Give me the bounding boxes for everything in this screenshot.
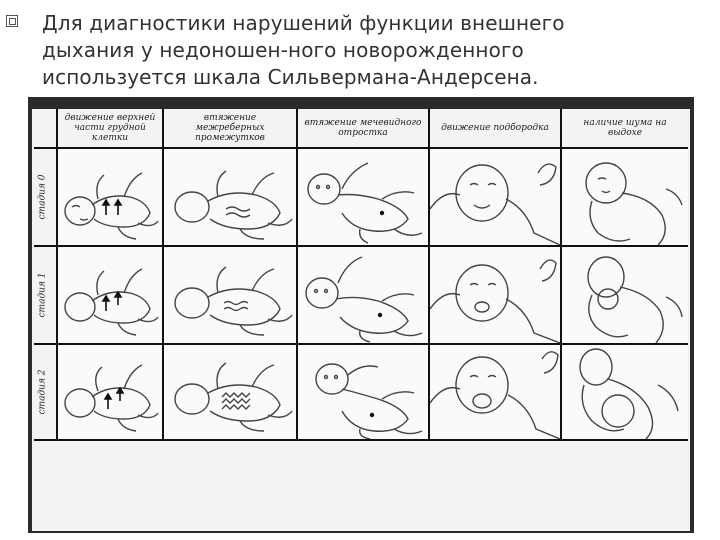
infant-illustration — [164, 345, 296, 439]
infant-side-icon — [562, 149, 688, 245]
infant-illustration — [430, 149, 560, 245]
illustration-grid — [32, 109, 690, 531]
row-label: стадия 0 — [37, 174, 47, 220]
infant-supine-icon — [58, 149, 162, 245]
silverman-andersen-figure — [28, 97, 694, 533]
infant-illustration — [562, 247, 688, 343]
infant-illustration — [562, 345, 688, 439]
infant-supine-icon — [298, 247, 428, 343]
column-header: втяжение мечевидного отростка — [304, 118, 422, 138]
infant-illustration — [58, 345, 162, 439]
infant-illustration — [164, 149, 296, 245]
infant-illustration — [430, 345, 560, 439]
infant-side-icon — [562, 247, 688, 343]
infant-supine-icon — [164, 247, 296, 343]
column-header: движение подбородка — [441, 123, 549, 133]
infant-face-icon — [430, 345, 560, 439]
infant-illustration — [58, 247, 162, 343]
infant-supine-icon — [58, 345, 162, 439]
infant-illustration — [298, 345, 428, 439]
infant-supine-icon — [298, 345, 428, 439]
infant-supine-icon — [164, 149, 296, 245]
column-header: наличие шума на выдохе — [583, 118, 667, 138]
infant-illustration — [298, 149, 428, 245]
infant-supine-icon — [164, 345, 296, 439]
infant-illustration — [430, 247, 560, 343]
infant-illustration — [164, 247, 296, 343]
square-bullet-icon — [6, 15, 18, 27]
figure-panel — [32, 109, 690, 531]
grid-line — [34, 439, 688, 441]
infant-supine-icon — [298, 149, 428, 245]
row-label: стадия 1 — [37, 272, 47, 318]
infant-illustration — [58, 149, 162, 245]
infant-side-icon — [562, 345, 688, 439]
infant-face-icon — [430, 149, 560, 245]
bullet-text: Для диагностики нарушений функции внешнего дыхания у недоношен-ного новорожденного используется шкала Сильвермана-Андерсена. — [42, 11, 565, 89]
column-header: движение верхней части грудной клетки — [64, 113, 156, 143]
infant-supine-icon — [58, 247, 162, 343]
infant-face-icon — [430, 247, 560, 343]
infant-illustration — [298, 247, 428, 343]
infant-illustration — [562, 149, 688, 245]
column-header: втяжение межреберных промежутков — [195, 113, 265, 143]
row-label: стадия 2 — [37, 369, 47, 415]
